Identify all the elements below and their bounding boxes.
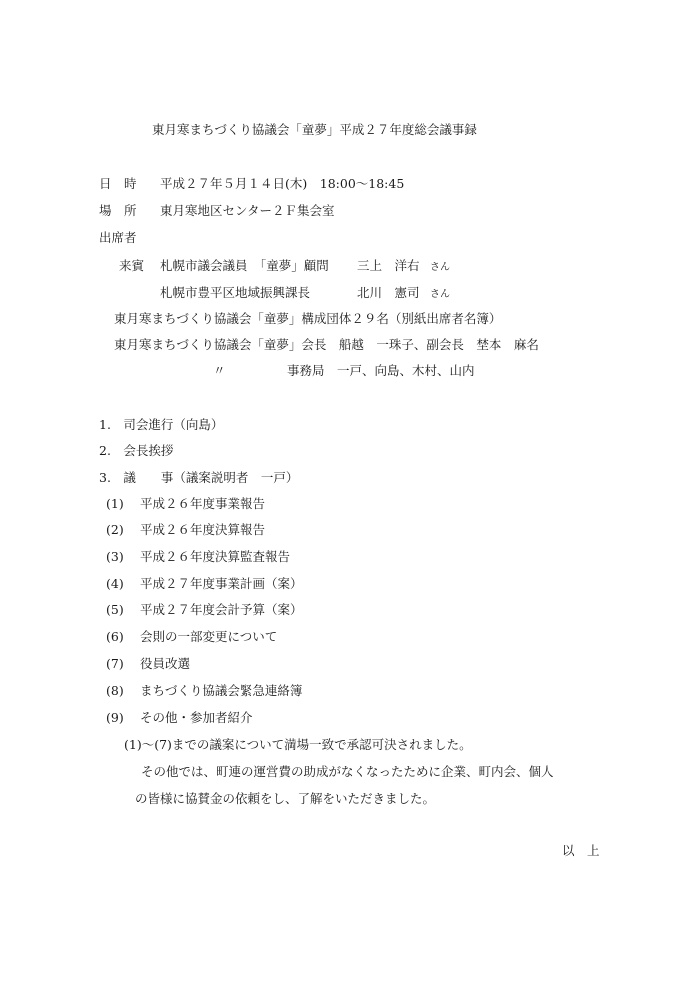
- sub-item-number: (7): [106, 656, 124, 671]
- sub-item-text: 平成２７年度事業計画（案）: [140, 576, 303, 591]
- place-value: 東月寒地区センター２Ｆ集会室: [160, 203, 335, 218]
- sub-item-text: 平成２６年度決算報告: [140, 522, 266, 537]
- guest2-suffix: さん: [430, 289, 450, 300]
- guest2-role: 札幌市豊平区地域振興課長: [160, 285, 311, 300]
- page-title: 東月寒まちづくり協議会「童夢」平成２７年度総会議事録: [152, 122, 477, 137]
- closing-mark: 以 上: [562, 843, 600, 858]
- note-line-1: その他では、町連の運営費の助成がなくなったために企業、町内会、個人: [141, 764, 554, 779]
- attendees-label: 出席者: [99, 230, 137, 245]
- sub-item-text: 平成２６年度決算監査報告: [140, 549, 291, 564]
- agenda-item-1: 1. 司会進行（向島）: [99, 417, 224, 432]
- guest1-name: 三上 洋右: [357, 258, 420, 273]
- officer-line: 東月寒まちづくり協議会「童夢」会長 船越 一珠子、副会長 埜本 麻名: [114, 337, 539, 352]
- guest2-name: 北川 憲司: [357, 285, 420, 300]
- sub-item-text: 平成２６年度事業報告: [140, 496, 266, 511]
- sub-item-number: (5): [106, 602, 124, 617]
- date-value: 平成２７年５月１４日(木) 18:00～18:45: [160, 176, 405, 191]
- member-line: 東月寒まちづくり協議会「童夢」構成団体２９名（別紙出席者名簿）: [114, 311, 502, 326]
- place-label: 場 所: [99, 203, 137, 218]
- guest-label: 来賓: [119, 258, 145, 273]
- sub-item-number: (8): [106, 683, 124, 698]
- sub-item-text: 役員改選: [140, 656, 191, 671]
- sub-item-number: (6): [106, 629, 124, 644]
- sub-item-number: (1): [106, 496, 124, 511]
- sub-item-number: (3): [106, 549, 124, 564]
- date-label: 日 時: [99, 176, 137, 191]
- sub-item-number: (9): [106, 710, 124, 725]
- sub-item-text: まちづくり協議会緊急連絡簿: [140, 683, 303, 698]
- guest1-role: 札幌市議会議員 「童夢」顧問: [160, 258, 329, 273]
- ditto-mark: 〃: [213, 363, 226, 378]
- sub-item-number: (2): [106, 522, 124, 537]
- sub-item-text: その他・参加者紹介: [140, 710, 253, 725]
- sub-item-number: (4): [106, 576, 124, 591]
- agenda-item-3: 3. 議 事（議案説明者 一戸）: [99, 470, 299, 485]
- sub-item-text: 会則の一部変更について: [140, 629, 278, 644]
- sub-item-text: 平成２７年度会計予算（案）: [140, 602, 303, 617]
- agenda-item-2: 2. 会長挨拶: [99, 443, 174, 458]
- result-line: (1)～(7)までの議案について満場一致で承認可決されました。: [124, 737, 472, 752]
- office-line: 事務局 一戸、向島、木村、山内: [287, 363, 475, 378]
- note-line-2: の皆様に協賛金の依頼をし、了解をいただきました。: [135, 791, 436, 806]
- guest1-suffix: さん: [430, 262, 450, 273]
